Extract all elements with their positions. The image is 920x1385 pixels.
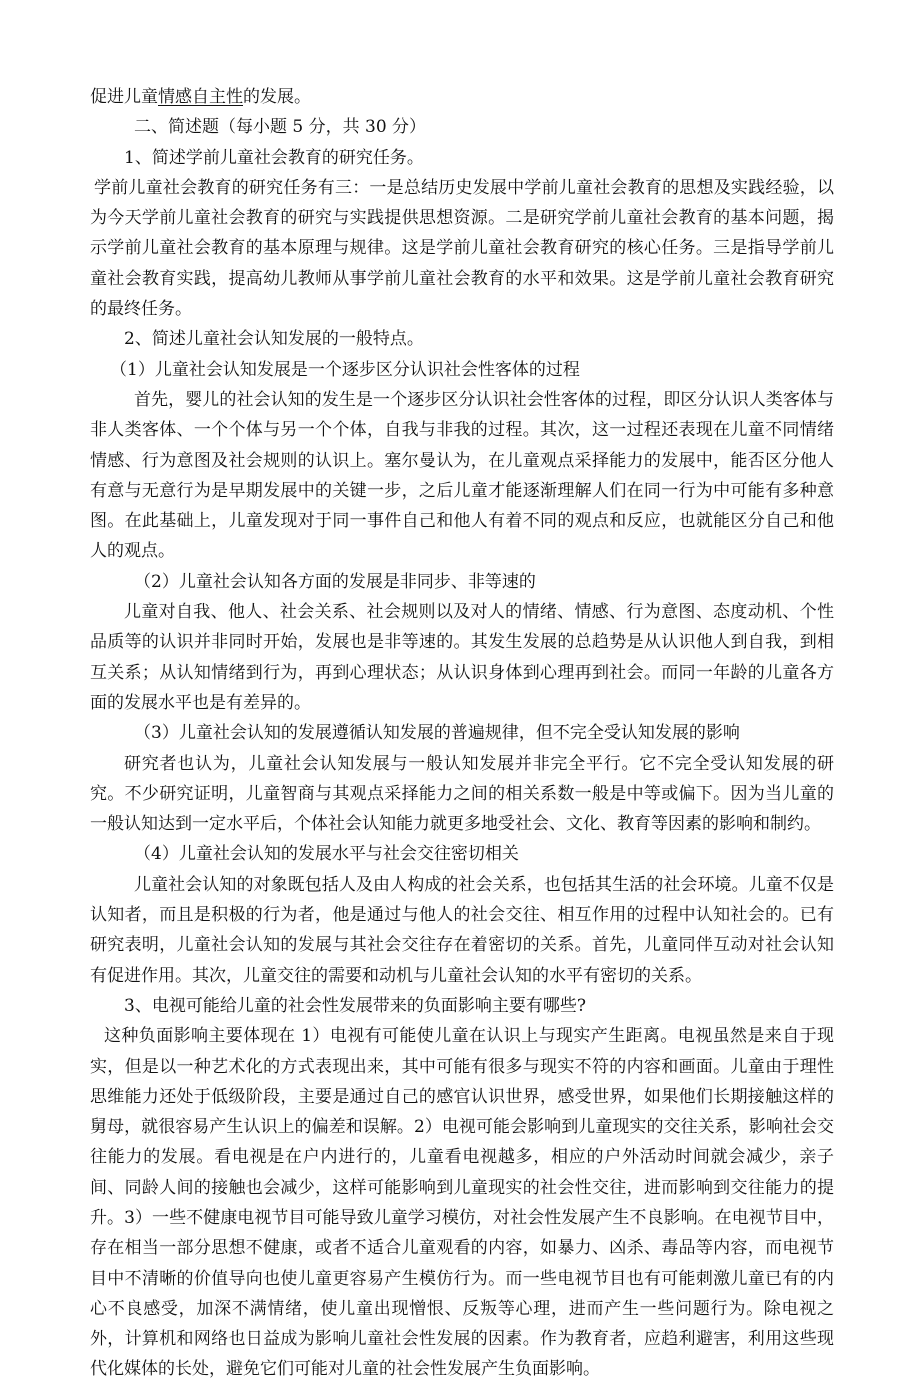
intro-suffix: 的发展。 bbox=[243, 87, 311, 107]
section-heading: 二、简述题（每小题 5 分，共 30 分） bbox=[134, 117, 427, 138]
intro-underlined-term: 情感自主性 bbox=[158, 87, 243, 107]
q3-answer: 这种负面影响主要体现在 1）电视有可能使儿童在认识上与现实产生距离。电视虽然是来自于现实，但是以一种艺术化的方式表现出来，其中可能有很多与现实不符的内容和画面。儿童由于理性思维能力还处于低级阶段，主要是通过自己的感官认识世界，感受世界，如果他们长期接触这样的舅母，就很容易产生认识上的偏差和误解。2）电视可能会影响到儿童现实的交往关系，影响社会交往能力的发展。看电视是在户内进行的，儿童看电视越多，相应的户外活动时间就会减少，亲子间、同龄人间的接触也会减少，这样可能影响到儿童现实的社会性交往，进而影响到交往能力的提升。3）一些不健康电视节目可能导致儿童学习模仿，对社会性发展产生不良影响。在电视节目中，存在相当一部分思想不健康，或者不适合儿童观看的内容，如暴力、凶杀、毒品等内容，而电视节目中不清晰的价值导向也使儿童更容易产生模仿行为。而一些电视节目也有可能刺激儿童已有的内心不良感受，加深不满情绪，使儿童出现憎恨、反叛等心理，进而产生一些问题行为。除电视之外，计算机和网络也日益成为影响儿童社会性发展的因素。作为教育者，应趋利避害，利用这些现代化媒体的长处，避免它们可能对儿童的社会性发展产生负面影响。 bbox=[90, 1026, 834, 1380]
q2-question: 2、简述儿童社会认知发展的一般特点。 bbox=[124, 329, 424, 350]
intro-prefix: 促进儿童 bbox=[90, 87, 158, 107]
q2-point-4-body: 儿童社会认知的对象既包括人及由人构成的社会关系，也包括其生活的社会环境。儿童不仅是认知者，而且是积极的行为者，他是通过与他人的社会交往、相互作用的过程中认知社会的。已有研究表明，儿童社会认知的发展与其社会交往存在着密切的关系。首先，儿童同伴互动对社会认知有促进作用。其次，儿童交往的需要和动机与儿童社会认知的水平有密切的关系。 bbox=[90, 874, 834, 986]
q2-point-2-body: 儿童对自我、他人、社会关系、社会规则以及对人的情绪、情感、行为意图、态度动机、个性品质等的认识并非同时开始，发展也是非等速的。其发生发展的总趋势是从认识他人到自我，到相互关系；从认知情绪到行为，再到心理状态；从认识身体到心理再到社会。而同一年龄的儿童各方面的发展水平也是有差异的。 bbox=[90, 602, 834, 713]
q1-question: 1、简述学前儿童社会教育的研究任务。 bbox=[124, 147, 424, 168]
q3-question: 3、电视可能给儿童的社会性发展带来的负面影响主要有哪些? bbox=[124, 995, 586, 1016]
q1-answer: 学前儿童社会教育的研究任务有三：一是总结历史发展中学前儿童社会教育的思想及实践经验，以为今天学前儿童社会教育的研究与实践提供思想资源。二是研究学前儿童社会教育的基本问题，揭示学前儿童社会教育的基本原理与规律。这是学前儿童社会教育研究的核心任务。三是指导学前儿童社会教育实践，提高幼儿教师从事学前儿童社会教育的水平和效果。这是学前儿童社会教育研究的最终任务。 bbox=[90, 177, 834, 320]
q2-point-2-heading: （2）儿童社会认知各方面的发展是非同步、非等速的 bbox=[134, 571, 536, 592]
q2-point-1-body: 首先，婴儿的社会认知的发生是一个逐步区分认识社会性客体的过程，即区分认识人类客体与非人类客体、一个个体与另一个个体，自我与非我的过程。其次，这一过程还表现在儿童不同情绪情感、行为意图及社会规则的认识上。塞尔曼认为，在儿童观点采择能力的发展中，能否区分他人有意与无意行为是早期发展中的关键一步，之后儿童才能逐渐理解人们在同一行为中可能有多种意图。在此基础上，儿童发现对于同一事件自己和他人有着不同的观点和反应，也就能区分自己和他人的观点。 bbox=[90, 389, 834, 562]
q2-point-4-heading: （4）儿童社会认知的发展水平与社会交往密切相关 bbox=[134, 844, 519, 865]
intro-line bbox=[90, 82, 834, 112]
q2-point-3-body: 研究者也认为，儿童社会认知发展与一般认知发展并非完全平行。它不完全受认知发展的研究。不少研究证明，儿童智商与其观点采择能力之间的相关系数一般是中等或偏下。因为当儿童的一般认知达到一定水平后，个体社会认知能力就更多地受社会、文化、教育等因素的影响和制约。 bbox=[90, 753, 834, 835]
q2-point-1-heading: （1）儿童社会认知发展是一个逐步区分认识社会性客体的过程 bbox=[110, 359, 580, 380]
document-page bbox=[90, 82, 834, 1385]
q2-point-3-heading: （3）儿童社会认知的发展遵循认知发展的普遍规律，但不完全受认知发展的影响 bbox=[134, 723, 740, 744]
